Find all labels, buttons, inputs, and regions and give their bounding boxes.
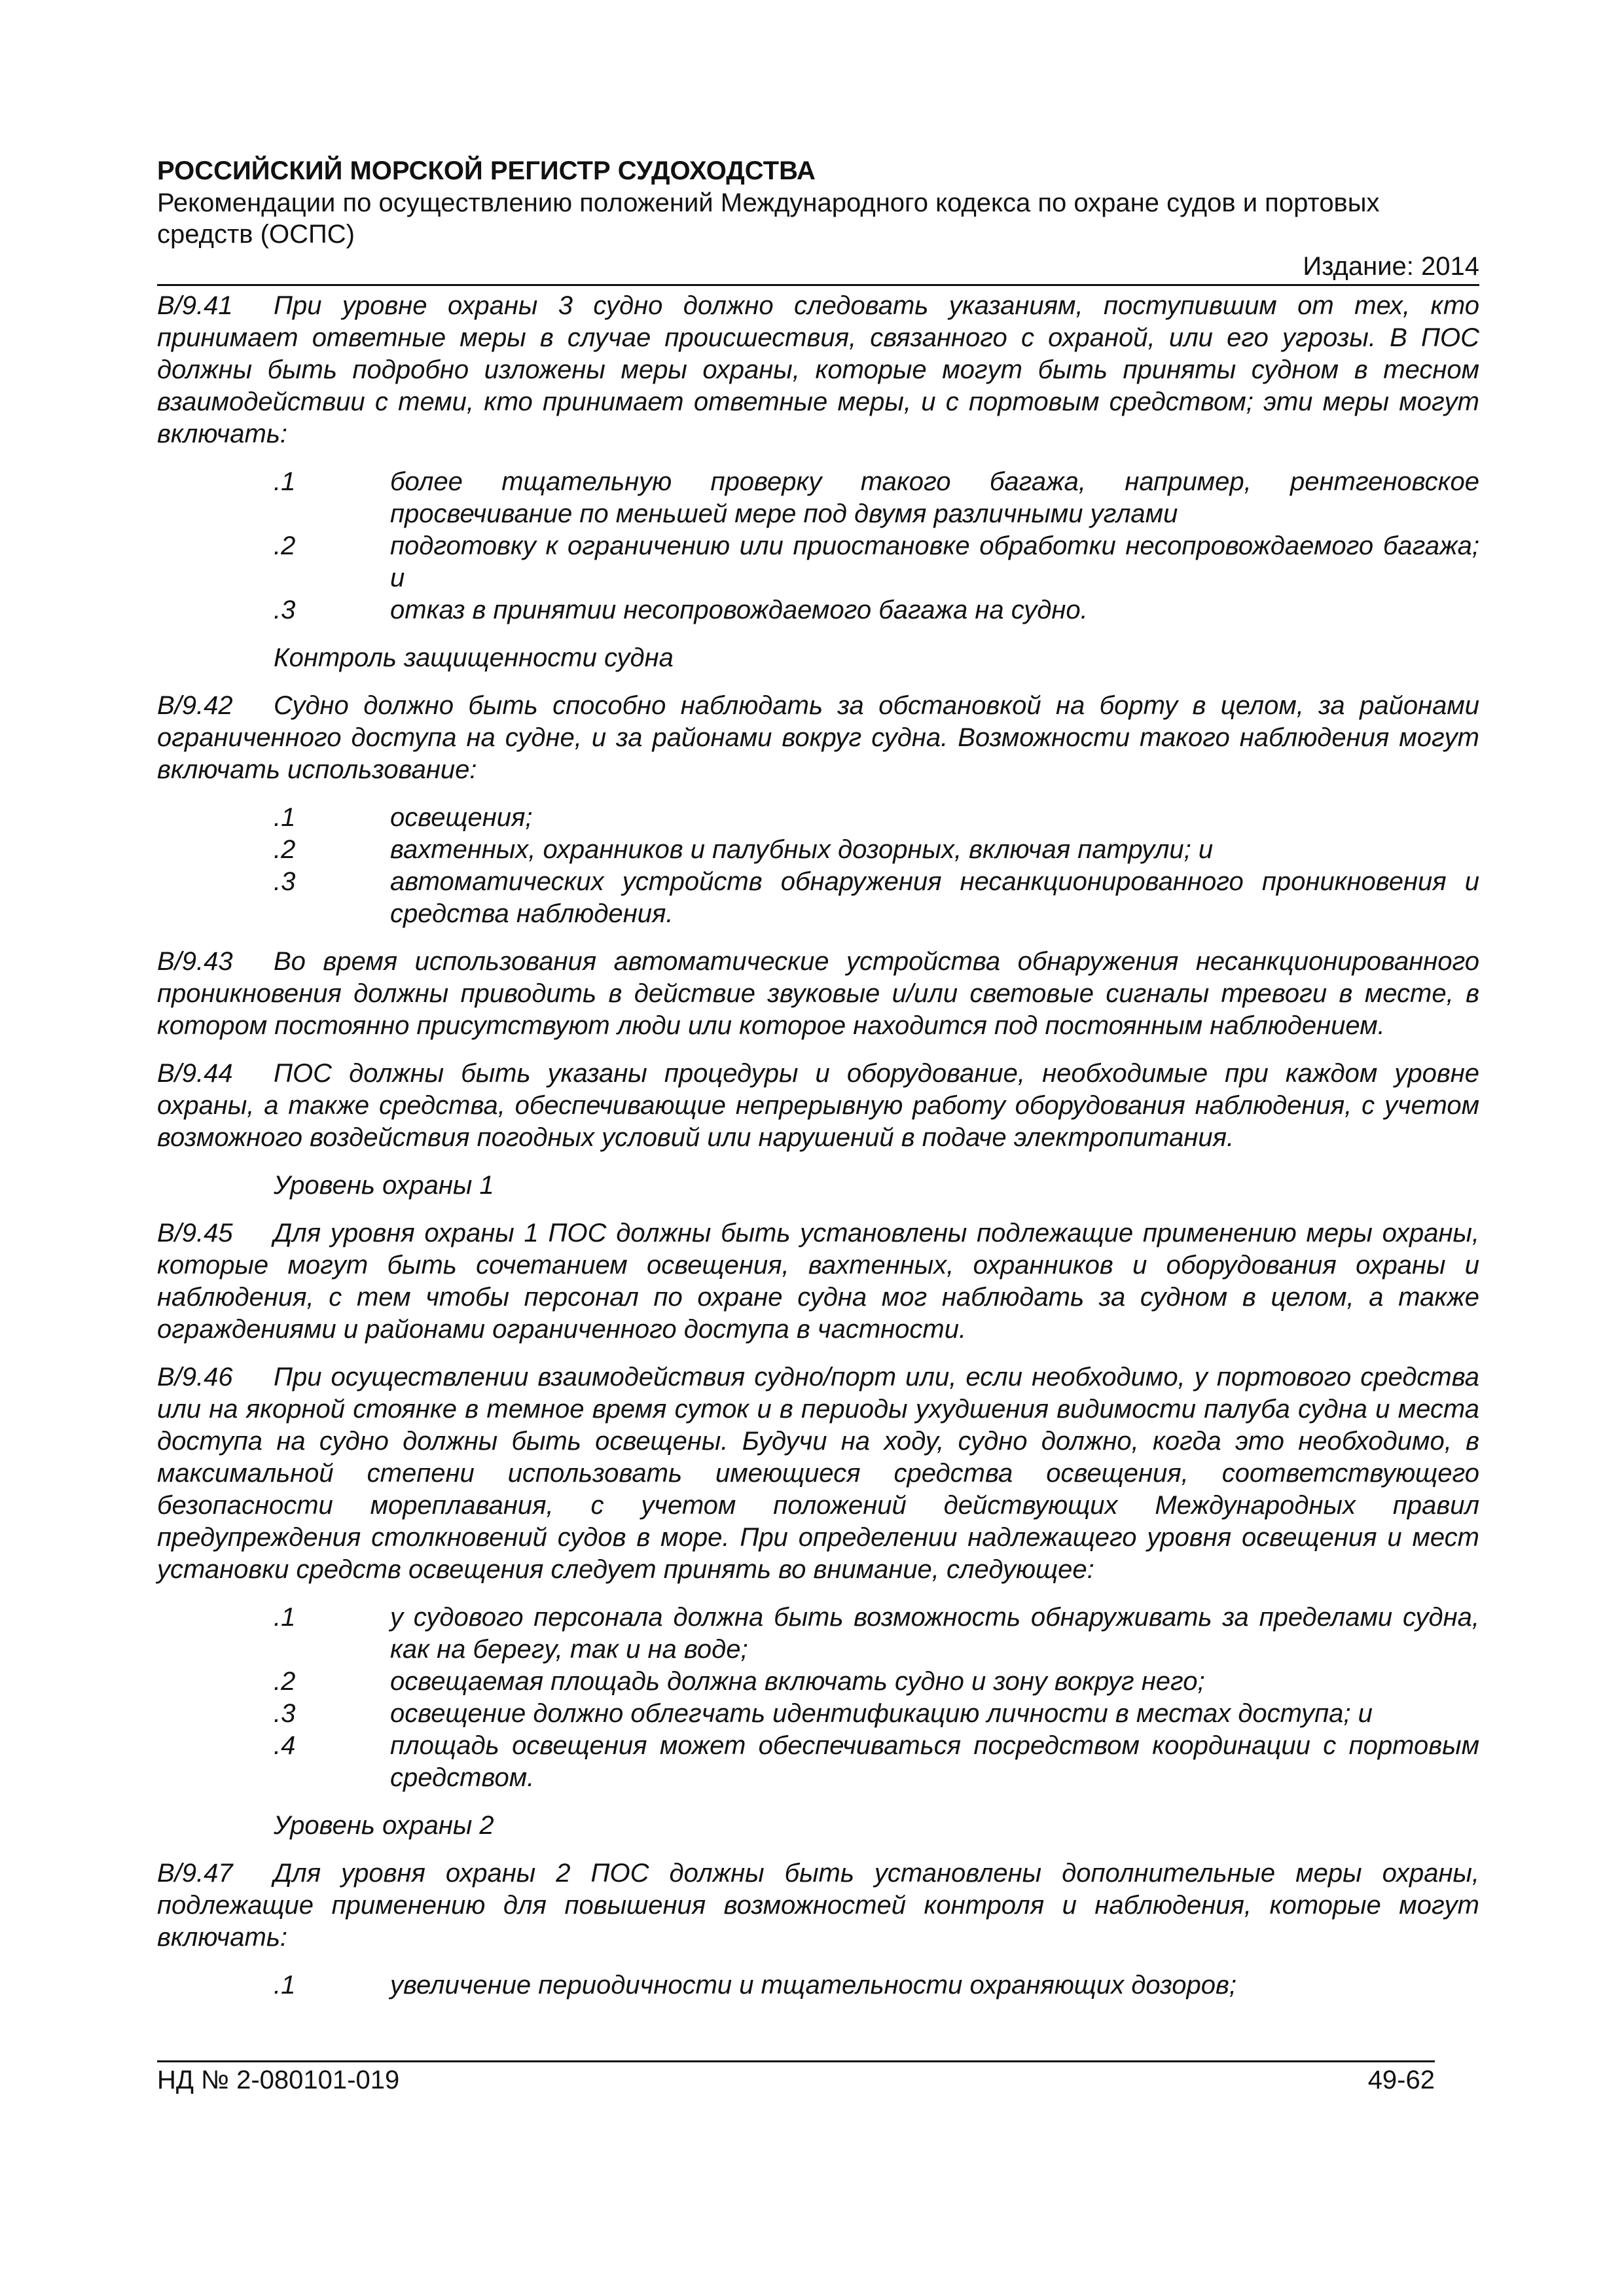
- paragraph-number: В/9.43: [157, 947, 233, 976]
- list-item-number: .1: [274, 803, 296, 832]
- section-subheading: Уровень охраны 2: [274, 1811, 494, 1840]
- page-number: 49-62: [1367, 2066, 1435, 2094]
- paragraph-text: Во время использования автоматические устройства обнаружения несанкционированного проникновения должны приводить в действие звуковые и/или световые сигналы тревоги в месте, в котором постоянно присутствуют люди или которое находится под постоянным наблюдением.: [157, 947, 1479, 1040]
- paragraph-b947: [157, 1857, 1479, 1954]
- list-item: [274, 466, 1479, 530]
- list-item: [274, 1698, 1479, 1730]
- list-item-text: у судового персонала должна быть возможность обнаруживать за пределами судна, как на берегу, так и на воде;: [390, 1603, 1479, 1664]
- paragraph-text: При уровне охраны 3 судно должно следовать указаниям, поступившим от тех, кто принимает ответные меры в случае происшествия, связанного с охраной, или его угрозы. В ПОС должны быть подробно изложены меры охраны, которые могут быть приняты судном в тесном взаимодействии с теми, кто принимает ответные меры, и с портовым средством; эти меры могут включать:: [157, 291, 1479, 448]
- list-item: [274, 834, 1479, 866]
- paragraph-b941: [157, 290, 1479, 450]
- list-item-number: .3: [274, 1699, 296, 1728]
- list-item-text: более тщательную проверку такого багажа, например, рентгеновское просвечивание по меньшей мере под двумя различными углами: [390, 467, 1479, 528]
- list-item: [274, 866, 1479, 930]
- list-item-number: .2: [274, 835, 296, 864]
- paragraph-text: ПОС должны быть указаны процедуры и оборудование, необходимые при каждом уровне охраны, а также средства, обеспечивающие непрерывную работу оборудования наблюдения, с учетом возможного воздействия погодных условий или нарушений в подаче электропитания.: [157, 1059, 1479, 1152]
- list-item-number: .2: [274, 531, 296, 560]
- paragraph-number: В/9.44: [157, 1059, 233, 1088]
- document-subtitle: Рекомендации по осуществлению положений Международного кодекса по охране судов и портовых средств (ОСПС): [157, 188, 1380, 249]
- list-item-number: .1: [274, 1971, 296, 2000]
- list-item-text: отказ в принятии несопровождаемого багажа на судно.: [390, 596, 1088, 624]
- list-item-number: .3: [274, 867, 296, 896]
- list-b946: [274, 1602, 1479, 1794]
- list-item-number: .1: [274, 1603, 296, 1632]
- list-item-number: .1: [274, 467, 296, 496]
- list-item: [274, 530, 1479, 594]
- list-item-text: освещаемая площадь должна включать судно и зону вокруг него;: [390, 1667, 1205, 1696]
- list-item: [274, 1602, 1479, 1666]
- list-item: [274, 1730, 1479, 1794]
- organization-title: РОССИЙСКИЙ МОРСКОЙ РЕГИСТР СУДОХОДСТВА: [157, 156, 816, 185]
- footer-row: [157, 2062, 1435, 2098]
- list-item-number: .2: [274, 1667, 296, 1696]
- paragraph-number: В/9.46: [157, 1363, 233, 1391]
- document-body: [157, 290, 1479, 2001]
- list-b941: [274, 466, 1479, 626]
- paragraph-number: В/9.42: [157, 691, 233, 720]
- list-item: [274, 1666, 1479, 1698]
- paragraph-text: При осуществлении взаимодействия судно/порт или, если необходимо, у портового средства или на якорной стоянке в темное время суток и в периоды ухудшения видимости палуба судна и места доступа на судно должны быть освещены. Будучи на ходу, судно должно, когда это необходимо, в максимальной степени использовать имеющиеся средства освещения, соответствующего безопасности мореплавания, с учетом положений действующих Международных правил предупреждения столкновений судов в море. При определении надлежащего уровня освещения и мест установки средств освещения следует принять во внимание, следующее:: [157, 1363, 1479, 1584]
- list-item-text: освещения;: [390, 803, 533, 832]
- page-footer: [157, 2060, 1435, 2098]
- section-subheading: Уровень охраны 1: [274, 1171, 494, 1200]
- list-item-text: освещение должно облегчать идентификацию личности в местах доступа; и: [390, 1699, 1373, 1728]
- document-page: [157, 154, 1479, 2017]
- header-divider: [157, 284, 1479, 286]
- list-item-text: автоматических устройств обнаружения несанкционированного проникновения и средства наблюдения.: [390, 867, 1479, 928]
- paragraph-b946: [157, 1361, 1479, 1586]
- list-item: [274, 594, 1479, 626]
- paragraph-text: Для уровня охраны 1 ПОС должны быть установлены подлежащие применению меры охраны, которые могут быть сочетанием освещения, вахтенных, охранников и оборудования охраны и наблюдения, с тем чтобы персонал по охране судна мог наблюдать за судном в целом, а также ограждениями и районами ограниченного доступа в частности.: [157, 1219, 1479, 1344]
- list-item: [274, 802, 1479, 834]
- paragraph-b945: [157, 1217, 1479, 1346]
- paragraph-number: В/9.41: [157, 291, 233, 320]
- list-item: [274, 1969, 1479, 2001]
- list-item-text: вахтенных, охранников и палубных дозорных, включая патрули; и: [390, 835, 1214, 864]
- list-b942: [274, 802, 1479, 930]
- section-subheading: Контроль защищенности судна: [274, 643, 674, 672]
- list-b947: [274, 1969, 1479, 2001]
- list-item-text: площадь освещения может обеспечиваться посредством координации с портовым средством.: [390, 1731, 1479, 1792]
- list-item-number: .3: [274, 596, 296, 624]
- paragraph-b942: [157, 690, 1479, 786]
- paragraph-number: В/9.45: [157, 1219, 233, 1247]
- document-number: НД № 2-080101-019: [157, 2066, 400, 2094]
- paragraph-text: Судно должно быть способно наблюдать за обстановкой на борту в целом, за районами ограниченного доступа на судне, и за районами вокруг судна. Возможности такого наблюдения могут включать использование:: [157, 691, 1479, 784]
- paragraph-number: В/9.47: [157, 1859, 233, 1888]
- paragraph-text: Для уровня охраны 2 ПОС должны быть установлены дополнительные меры охраны, подлежащие применению для повышения возможностей контроля и наблюдения, которые могут включать:: [157, 1859, 1479, 1952]
- paragraph-b944: [157, 1058, 1479, 1154]
- edition-label: Издание: 2014: [1303, 252, 1479, 281]
- list-item-number: .4: [274, 1731, 296, 1760]
- paragraph-b943: [157, 946, 1479, 1042]
- list-item-text: подготовку к ограничению или приостановке обработки несопровождаемого багажа; и: [390, 531, 1479, 592]
- list-item-text: увеличение периодичности и тщательности охраняющих дозоров;: [390, 1971, 1236, 2000]
